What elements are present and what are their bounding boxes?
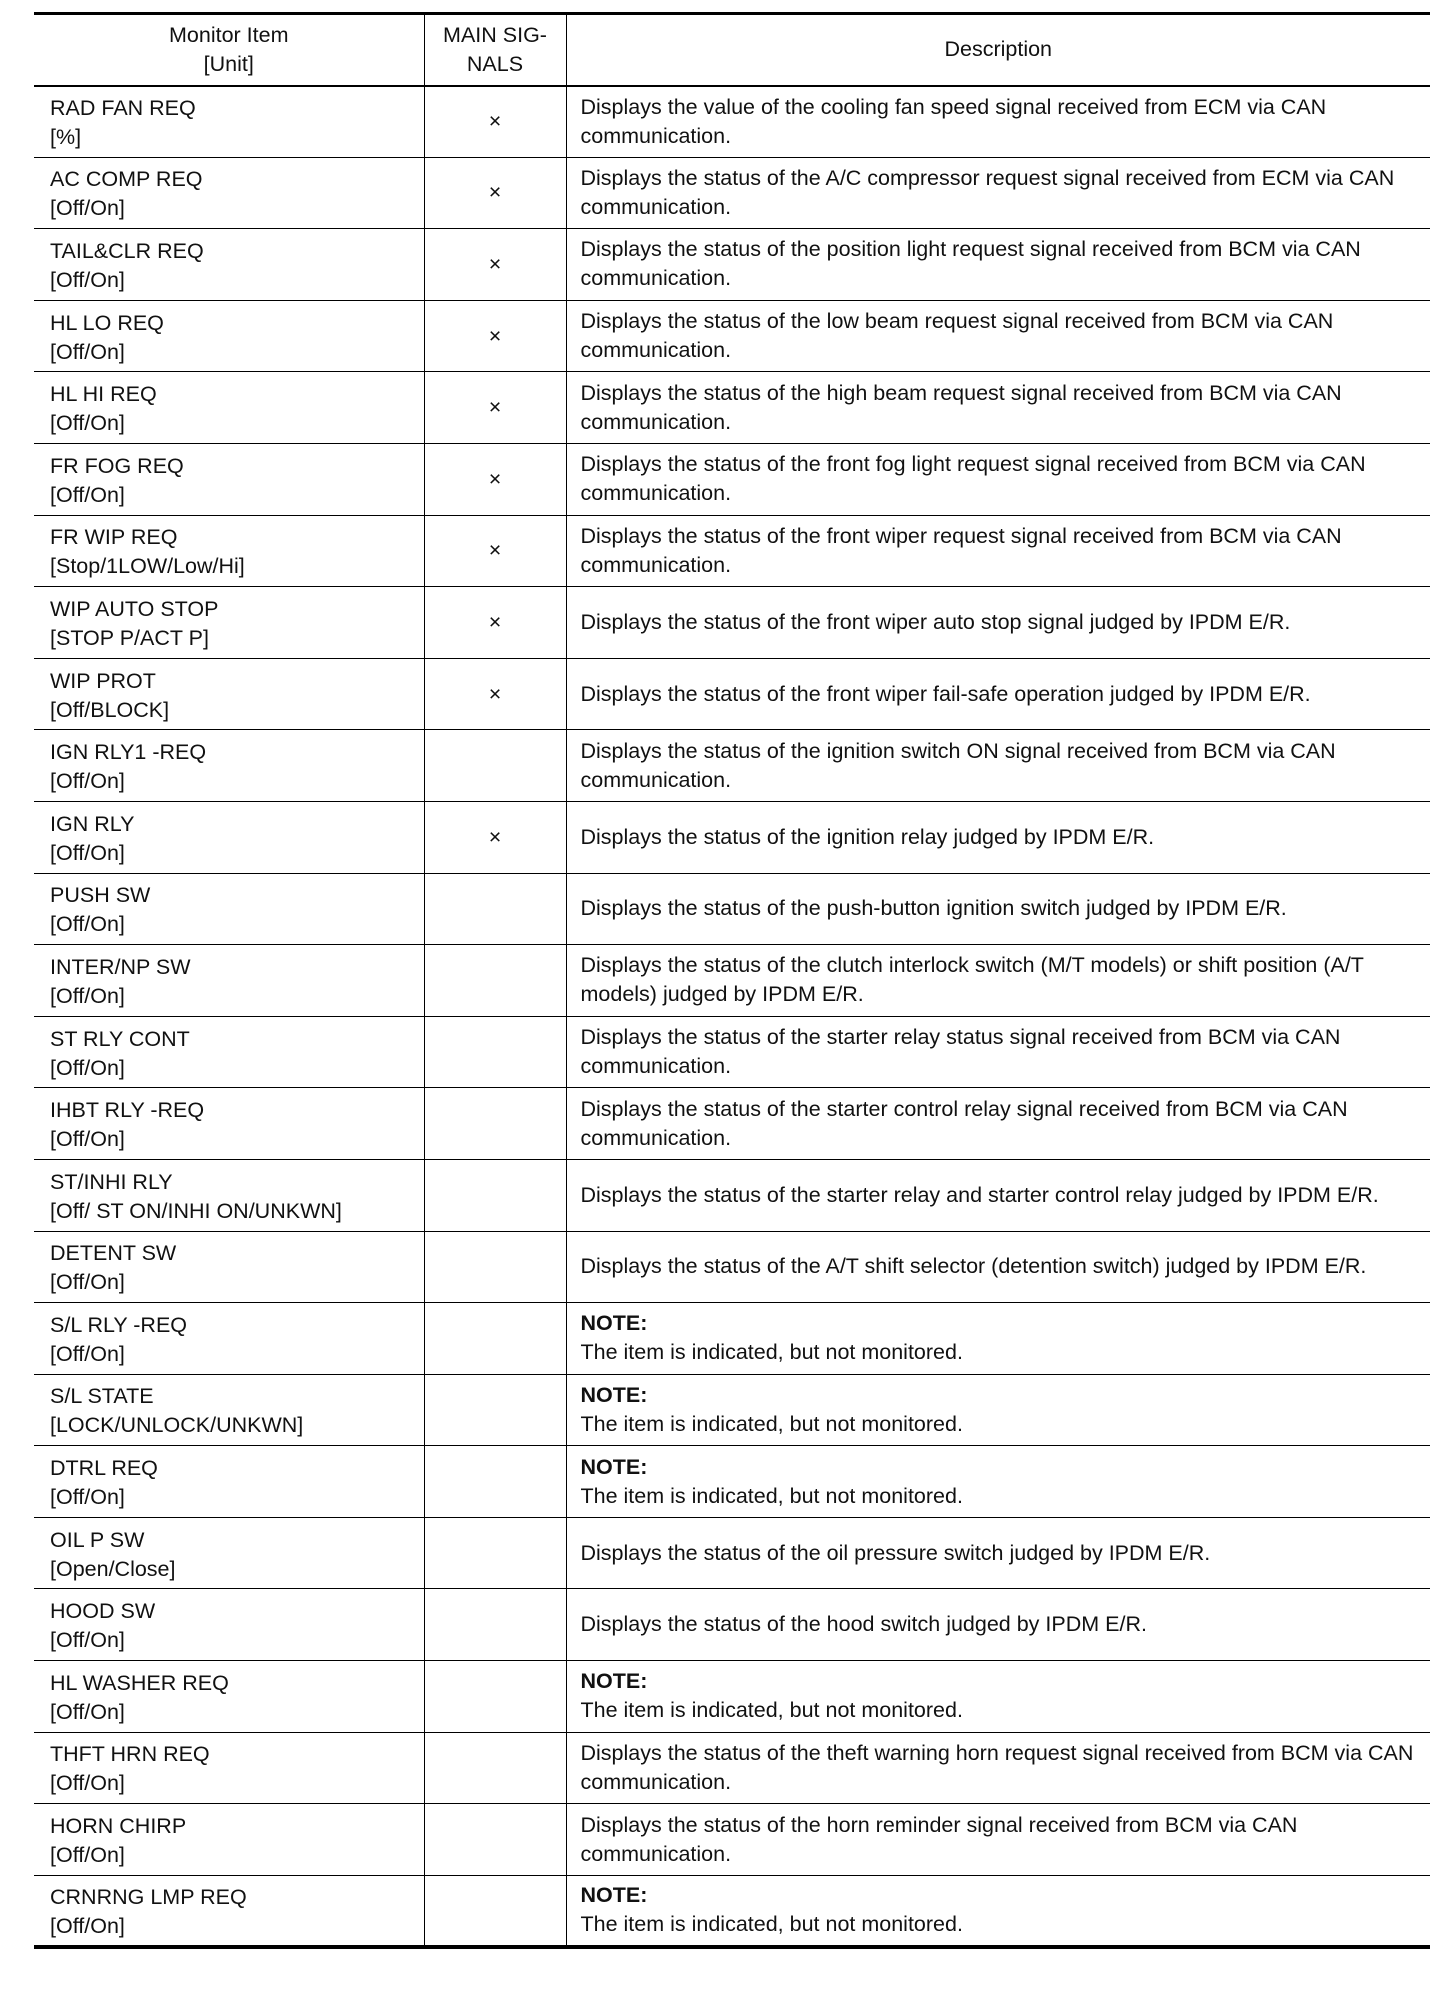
monitor-item-name: FR FOG REQ [50, 453, 184, 478]
description-cell [566, 873, 1430, 945]
monitor-item-cell [34, 1875, 424, 1947]
monitor-item-unit: [Off/On] [50, 267, 125, 292]
main-signal-mark: × [424, 86, 566, 158]
main-signal-mark [424, 1804, 566, 1876]
description-cell [566, 1661, 1430, 1733]
table-header-row [34, 14, 1430, 86]
monitor-item-unit: [Off/On] [50, 1913, 125, 1938]
monitor-item-cell [34, 1159, 424, 1231]
table-row [34, 1517, 1430, 1589]
monitor-item-cell [34, 1374, 424, 1446]
description-cell [566, 1088, 1430, 1160]
monitor-item-table [34, 12, 1430, 1949]
monitor-item-name: RAD FAN REQ [50, 96, 196, 121]
description-text: Displays the status of the front wiper auto stop signal judged by IPDM E/R. [580, 609, 1291, 634]
description-text: Displays the status of the starter relay status signal received from BCM via CAN communication. [580, 1025, 1341, 1079]
description-text: The item is indicated, but not monitored. [580, 1912, 963, 1937]
monitor-item-unit: [Off/On] [50, 482, 125, 507]
main-signal-mark: × [424, 443, 566, 515]
description-text: Displays the status of the hood switch judged by IPDM E/R. [580, 1612, 1147, 1637]
header-description: Description [566, 14, 1430, 86]
main-signal-mark: × [424, 801, 566, 873]
monitor-item-unit: [Off/On] [50, 1843, 125, 1868]
description-text: The item is indicated, but not monitored. [580, 1698, 963, 1723]
monitor-item-unit: [Off/On] [50, 1341, 125, 1366]
table-row [34, 1016, 1430, 1088]
main-signal-mark: × [424, 515, 566, 587]
description-cell [566, 1517, 1430, 1589]
monitor-item-cell [34, 873, 424, 945]
monitor-item-name: IHBT RLY -REQ [50, 1098, 205, 1123]
description-cell [566, 157, 1430, 229]
description-text: Displays the status of the oil pressure switch judged by IPDM E/R. [580, 1540, 1211, 1565]
monitor-item-name: FR WIP REQ [50, 525, 178, 550]
monitor-item-cell [34, 945, 424, 1017]
main-signal-mark [424, 730, 566, 802]
monitor-item-name: HORN CHIRP [50, 1814, 187, 1839]
description-text: Displays the status of the clutch interlock switch (M/T models) or shift position (A/T models) judged by IPDM E/R. [580, 953, 1364, 1007]
monitor-item-name: ST/INHI RLY [50, 1169, 173, 1194]
monitor-item-cell [34, 1517, 424, 1589]
monitor-item-cell [34, 86, 424, 158]
header-main-signals: MAIN SIG- NALS [424, 14, 566, 86]
monitor-item-unit: [Off/On] [50, 1127, 125, 1152]
description-text: Displays the status of the push-button ignition switch judged by IPDM E/R. [580, 896, 1287, 921]
monitor-item-unit: [Stop/1LOW/Low/Hi] [50, 554, 245, 579]
table-row [34, 1804, 1430, 1876]
table-row [34, 229, 1430, 301]
main-signal-mark [424, 1732, 566, 1804]
note-label: NOTE: [580, 1454, 648, 1479]
table-row [34, 658, 1430, 730]
description-text: Displays the status of the ignition switch ON signal received from BCM via CAN communication. [580, 738, 1336, 792]
monitor-item-cell [34, 1589, 424, 1661]
table-row [34, 1661, 1430, 1733]
monitor-item-name: WIP AUTO STOP [50, 596, 219, 621]
description-cell [566, 730, 1430, 802]
description-text: Displays the status of the A/T shift selector (detention switch) judged by IPDM E/R. [580, 1254, 1367, 1279]
monitor-item-unit: [Off/On] [50, 196, 125, 221]
table-row [34, 372, 1430, 444]
table-body [34, 86, 1430, 1947]
monitor-item-cell [34, 587, 424, 659]
description-cell [566, 300, 1430, 372]
monitor-item-name: WIP PROT [50, 668, 156, 693]
description-text: Displays the status of the front wiper request signal received from BCM via CAN communication. [580, 523, 1342, 577]
header-monitor-item: Monitor Item [Unit] [34, 14, 424, 86]
description-cell [566, 229, 1430, 301]
monitor-item-cell [34, 1661, 424, 1733]
note-label: NOTE: [580, 1883, 648, 1908]
monitor-item-name: S/L RLY -REQ [50, 1312, 188, 1337]
description-text: The item is indicated, but not monitored. [580, 1340, 963, 1365]
table-row [34, 1088, 1430, 1160]
monitor-item-cell [34, 1804, 424, 1876]
description-text: Displays the status of the position light request signal received from BCM via CAN communication. [580, 237, 1361, 291]
monitor-item-name: OIL P SW [50, 1527, 145, 1552]
table-row [34, 1446, 1430, 1518]
main-signal-mark [424, 1016, 566, 1088]
main-signal-mark [424, 1446, 566, 1518]
monitor-item-cell [34, 157, 424, 229]
monitor-item-unit: [Off/On] [50, 840, 125, 865]
main-signal-mark [424, 1303, 566, 1375]
main-signal-mark [424, 1374, 566, 1446]
monitor-item-cell [34, 515, 424, 587]
monitor-item-name: HL LO REQ [50, 310, 164, 335]
table-row [34, 945, 1430, 1017]
monitor-item-unit: [%] [50, 125, 82, 150]
monitor-item-name: ST RLY CONT [50, 1026, 190, 1051]
main-signal-mark: × [424, 587, 566, 659]
description-cell [566, 1016, 1430, 1088]
table-row [34, 515, 1430, 587]
description-cell [566, 1374, 1430, 1446]
main-signal-mark [424, 1159, 566, 1231]
monitor-item-name: HOOD SW [50, 1599, 156, 1624]
monitor-item-unit: [Off/On] [50, 1485, 125, 1510]
monitor-item-cell [34, 1088, 424, 1160]
main-signal-mark [424, 1517, 566, 1589]
table-row [34, 443, 1430, 515]
main-signal-mark: × [424, 229, 566, 301]
description-text: Displays the status of the A/C compressor request signal received from ECM via CAN communication. [580, 165, 1395, 219]
monitor-item-unit: [Off/On] [50, 912, 125, 937]
description-text: Displays the status of the front fog light request signal received from BCM via CAN communication. [580, 452, 1366, 506]
main-signal-mark [424, 1231, 566, 1303]
main-signal-mark: × [424, 658, 566, 730]
monitor-item-unit: [Off/ ST ON/INHI ON/UNKWN] [50, 1198, 342, 1223]
monitor-item-unit: [Off/On] [50, 1771, 125, 1796]
main-signal-mark [424, 945, 566, 1017]
description-cell [566, 1875, 1430, 1947]
monitor-item-name: DTRL REQ [50, 1456, 158, 1481]
note-label: NOTE: [580, 1382, 648, 1407]
monitor-item-unit: [Off/On] [50, 411, 125, 436]
description-cell [566, 1231, 1430, 1303]
description-text: Displays the status of the starter relay and starter control relay judged by IPDM E/R. [580, 1182, 1379, 1207]
monitor-item-cell [34, 1016, 424, 1088]
monitor-item-name: DETENT SW [50, 1241, 177, 1266]
monitor-item-name: AC COMP REQ [50, 167, 203, 192]
description-cell [566, 801, 1430, 873]
table-row [34, 1732, 1430, 1804]
main-signal-mark: × [424, 372, 566, 444]
table-row [34, 157, 1430, 229]
monitor-item-cell [34, 1446, 424, 1518]
note-label: NOTE: [580, 1669, 648, 1694]
monitor-item-cell [34, 1732, 424, 1804]
monitor-item-unit: [Off/On] [50, 1055, 125, 1080]
monitor-item-cell [34, 1303, 424, 1375]
table-row [34, 587, 1430, 659]
table-row [34, 1589, 1430, 1661]
description-cell [566, 587, 1430, 659]
description-text: Displays the status of the theft warning horn request signal received from BCM via CAN communication. [580, 1740, 1414, 1794]
monitor-item-name: CRNRNG LMP REQ [50, 1884, 247, 1909]
monitor-item-unit: [Off/On] [50, 1628, 125, 1653]
description-cell [566, 86, 1430, 158]
note-label: NOTE: [580, 1311, 648, 1336]
monitor-item-cell [34, 229, 424, 301]
monitor-item-cell [34, 801, 424, 873]
table-row [34, 1875, 1430, 1947]
description-text: Displays the status of the front wiper fail-safe operation judged by IPDM E/R. [580, 681, 1311, 706]
description-cell [566, 1159, 1430, 1231]
monitor-item-cell [34, 730, 424, 802]
monitor-item-cell [34, 658, 424, 730]
description-cell [566, 1303, 1430, 1375]
monitor-item-name: S/L STATE [50, 1384, 154, 1409]
description-cell [566, 1446, 1430, 1518]
monitor-item-cell [34, 443, 424, 515]
monitor-item-unit: [Off/On] [50, 769, 125, 794]
monitor-item-cell [34, 1231, 424, 1303]
table-row [34, 873, 1430, 945]
table-row [34, 1303, 1430, 1375]
description-cell [566, 658, 1430, 730]
monitor-item-name: IGN RLY1 -REQ [50, 740, 207, 765]
main-signal-mark [424, 873, 566, 945]
description-cell [566, 945, 1430, 1017]
monitor-item-unit: [STOP P/ACT P] [50, 625, 209, 650]
table-row [34, 1159, 1430, 1231]
description-text: Displays the status of the starter control relay signal received from BCM via CAN communication. [580, 1096, 1348, 1150]
table-row [34, 300, 1430, 372]
monitor-item-unit: [Off/On] [50, 1699, 125, 1724]
description-text: The item is indicated, but not monitored. [580, 1483, 963, 1508]
description-cell [566, 1732, 1430, 1804]
main-signal-mark: × [424, 157, 566, 229]
monitor-item-name: PUSH SW [50, 883, 151, 908]
main-signal-mark [424, 1875, 566, 1947]
main-signal-mark [424, 1088, 566, 1160]
description-cell [566, 1804, 1430, 1876]
monitor-item-unit: [Off/On] [50, 339, 125, 364]
description-text: The item is indicated, but not monitored. [580, 1411, 963, 1436]
table-row [34, 730, 1430, 802]
monitor-item-cell [34, 300, 424, 372]
table-row [34, 801, 1430, 873]
monitor-item-unit: [Off/BLOCK] [50, 697, 170, 722]
table-row [34, 1231, 1430, 1303]
main-signal-mark [424, 1589, 566, 1661]
monitor-item-unit: [Off/On] [50, 1270, 125, 1295]
description-cell [566, 1589, 1430, 1661]
table-row [34, 86, 1430, 158]
monitor-item-name: HL HI REQ [50, 382, 157, 407]
monitor-item-name: IGN RLY [50, 811, 135, 836]
main-signal-mark: × [424, 300, 566, 372]
description-cell [566, 443, 1430, 515]
description-text: Displays the status of the high beam request signal received from BCM via CAN communication. [580, 380, 1342, 434]
monitor-item-name: HL WASHER REQ [50, 1670, 229, 1695]
monitor-item-unit: [Off/On] [50, 983, 125, 1008]
monitor-item-unit: [Open/Close] [50, 1556, 176, 1581]
table-row [34, 1374, 1430, 1446]
main-signal-mark [424, 1661, 566, 1733]
description-text: Displays the status of the low beam request signal received from BCM via CAN communication. [580, 309, 1334, 363]
monitor-item-cell [34, 372, 424, 444]
description-cell [566, 372, 1430, 444]
monitor-item-name: THFT HRN REQ [50, 1742, 210, 1767]
monitor-item-name: TAIL&CLR REQ [50, 238, 204, 263]
monitor-item-name: INTER/NP SW [50, 954, 191, 979]
description-text: Displays the value of the cooling fan speed signal received from ECM via CAN communication. [580, 94, 1327, 148]
description-text: Displays the status of the ignition relay judged by IPDM E/R. [580, 824, 1155, 849]
monitor-item-unit: [LOCK/UNLOCK/UNKWN] [50, 1413, 304, 1438]
description-cell [566, 515, 1430, 587]
description-text: Displays the status of the horn reminder signal received from BCM via CAN communication. [580, 1812, 1298, 1866]
